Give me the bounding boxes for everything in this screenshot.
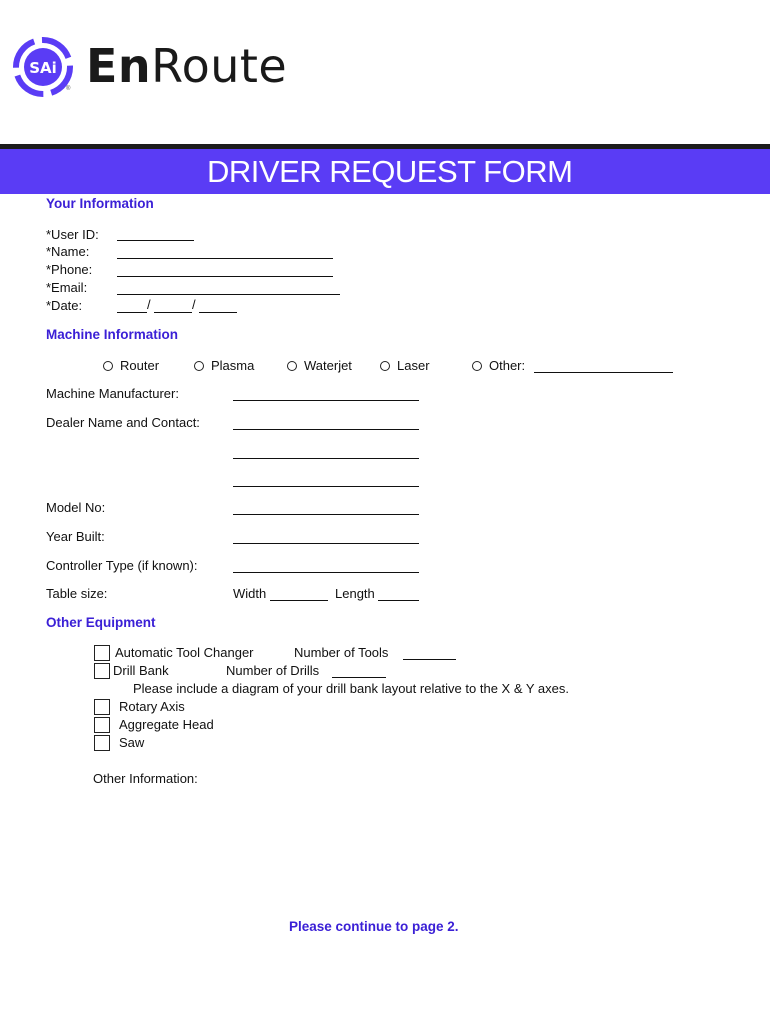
table-width-field[interactable] bbox=[270, 600, 328, 601]
user-id-field[interactable] bbox=[117, 240, 194, 241]
router-radio[interactable] bbox=[103, 361, 113, 371]
drill-bank-label: Drill Bank bbox=[113, 663, 169, 678]
phone-label: *Phone: bbox=[46, 262, 93, 277]
controller-type-field[interactable] bbox=[233, 572, 419, 573]
date-label: *Date: bbox=[46, 298, 83, 313]
dealer-contact-label: Dealer Name and Contact: bbox=[46, 415, 200, 430]
dealer-contact-field-1[interactable] bbox=[233, 429, 419, 430]
phone-field[interactable] bbox=[117, 276, 333, 277]
table-length-field[interactable] bbox=[378, 600, 419, 601]
table-size-label: Table size: bbox=[46, 586, 108, 601]
date-year-field[interactable] bbox=[199, 312, 237, 313]
continue-note: Please continue to page 2. bbox=[289, 919, 459, 934]
drill-bank-note: Please include a diagram of your drill bank layout relative to the X & Y axes. bbox=[133, 681, 569, 696]
name-field[interactable] bbox=[117, 258, 333, 259]
date-separator-2: / bbox=[192, 297, 196, 312]
dealer-contact-field-2[interactable] bbox=[233, 458, 419, 459]
plasma-radio[interactable] bbox=[194, 361, 204, 371]
model-no-label: Model No: bbox=[46, 500, 106, 515]
date-day-field[interactable] bbox=[154, 312, 192, 313]
table-length-label: Length bbox=[335, 586, 375, 601]
model-no-field[interactable] bbox=[233, 514, 419, 515]
plasma-label: Plasma bbox=[211, 358, 255, 373]
machine-manufacturer-label: Machine Manufacturer: bbox=[46, 386, 179, 401]
controller-type-label: Controller Type (if known): bbox=[46, 558, 198, 573]
automatic-tool-changer-label: Automatic Tool Changer bbox=[115, 645, 254, 660]
sai-logo-icon bbox=[12, 36, 74, 98]
number-of-drills-label: Number of Drills bbox=[226, 663, 320, 678]
router-label: Router bbox=[120, 358, 160, 373]
aggregate-head-label: Aggregate Head bbox=[119, 717, 214, 732]
year-built-field[interactable] bbox=[233, 543, 419, 544]
waterjet-label: Waterjet bbox=[304, 358, 352, 373]
brand-name-regular: Route bbox=[151, 39, 288, 93]
machine-manufacturer-field[interactable] bbox=[233, 400, 419, 401]
other-equipment-heading: Other Equipment bbox=[46, 615, 156, 630]
form-title-banner bbox=[0, 149, 770, 194]
waterjet-radio[interactable] bbox=[287, 361, 297, 371]
table-width-label: Width bbox=[233, 586, 267, 601]
brand-name bbox=[86, 38, 287, 94]
other-machine-field[interactable] bbox=[534, 372, 673, 373]
number-of-tools-label: Number of Tools bbox=[294, 645, 389, 660]
other-information-label: Other Information: bbox=[93, 771, 198, 786]
aggregate-head-checkbox[interactable] bbox=[94, 717, 110, 733]
rotary-axis-label: Rotary Axis bbox=[119, 699, 185, 714]
year-built-label: Year Built: bbox=[46, 529, 105, 544]
machine-information-heading: Machine Information bbox=[46, 327, 179, 342]
dealer-contact-field-3[interactable] bbox=[233, 486, 419, 487]
email-label: *Email: bbox=[46, 280, 88, 295]
number-of-tools-field[interactable] bbox=[403, 659, 456, 660]
laser-radio[interactable] bbox=[380, 361, 390, 371]
brand-name-bold: En bbox=[86, 39, 152, 93]
logo-badge-text: SAi bbox=[29, 59, 57, 77]
trademark-symbol: ® bbox=[66, 86, 71, 92]
number-of-drills-field[interactable] bbox=[332, 677, 386, 678]
date-month-field[interactable] bbox=[117, 312, 147, 313]
other-machine-radio[interactable] bbox=[472, 361, 482, 371]
enroute-logo bbox=[12, 36, 302, 98]
user-id-label: *User ID: bbox=[46, 227, 99, 242]
saw-label: Saw bbox=[119, 735, 145, 750]
saw-checkbox[interactable] bbox=[94, 735, 110, 751]
other-machine-label: Other: bbox=[489, 358, 526, 373]
name-label: *Name: bbox=[46, 244, 90, 259]
laser-label: Laser bbox=[397, 358, 430, 373]
drill-bank-checkbox[interactable] bbox=[94, 663, 110, 679]
other-information-area[interactable] bbox=[93, 790, 693, 900]
form-title: DRIVER REQUEST FORM bbox=[207, 154, 573, 189]
rotary-axis-checkbox[interactable] bbox=[94, 699, 110, 715]
automatic-tool-changer-checkbox[interactable] bbox=[94, 645, 110, 661]
email-field[interactable] bbox=[117, 294, 340, 295]
your-information-heading: Your Information bbox=[46, 196, 154, 211]
date-separator-1: / bbox=[147, 297, 151, 312]
